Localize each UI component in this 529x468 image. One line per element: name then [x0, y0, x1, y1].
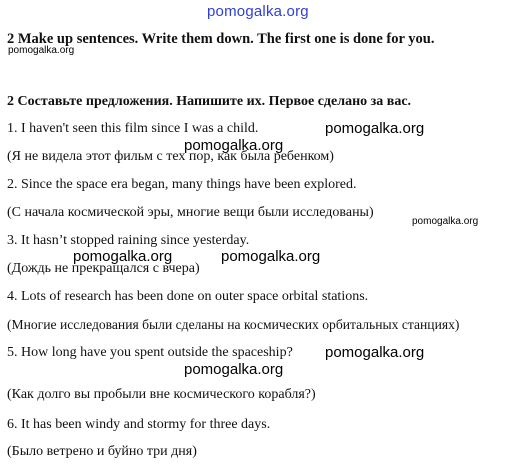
watermark-s1-right: pomogalka.org	[325, 120, 425, 137]
watermark-s3-mid: pomogalka.org	[73, 248, 173, 265]
watermark-s3-right: pomogalka.org	[221, 248, 321, 265]
sentence-2-ru: (С начала космической эры, многие вещи были исследованы)	[7, 205, 374, 220]
sentence-6-en: 6. It has been windy and stormy for three days.	[7, 417, 271, 432]
task-heading-en: 2 Make up sentences. Write them down. The first one is done for you.	[7, 31, 435, 47]
sentence-6-ru: (Было ветрено и буйно три дня)	[7, 444, 197, 459]
sentence-3-en: 3. It hasn’t stopped raining since yesterday.	[7, 233, 250, 248]
sentence-1-en: 1. I haven't seen this film since I was a child.	[7, 121, 259, 136]
watermark-s5-right: pomogalka.org	[325, 344, 425, 361]
watermark-small-1: pomogalka.org	[8, 45, 75, 56]
sentence-5-ru: (Как долго вы пробыли вне космического корабля?)	[7, 387, 316, 402]
watermark-top: pomogalka.org	[207, 3, 309, 20]
watermark-s5-below: pomogalka.org	[184, 361, 284, 378]
sentence-2-en: 2. Since the space era began, many things have been explored.	[7, 177, 357, 192]
sentence-5-en: 5. How long have you spent outside the spaceship?	[7, 345, 293, 360]
sentence-4-ru: (Многие исследования были сделаны на космических орбитальных станциях)	[7, 317, 460, 332]
sentence-1-ru: (Я не видела этот фильм с тех пор, как была ребенком)	[7, 149, 334, 164]
watermark-s1-below: pomogalka.org	[184, 137, 284, 154]
watermark-s2-right: pomogalka.org	[412, 216, 479, 227]
sentence-3-ru: (Дождь не прекращался с вчера)	[7, 261, 200, 276]
task-heading-ru: 2 Составьте предложения. Напишите их. Первое сделано за вас.	[7, 94, 412, 109]
sentence-4-en: 4. Lots of research has been done on outer space orbital stations.	[7, 289, 369, 304]
